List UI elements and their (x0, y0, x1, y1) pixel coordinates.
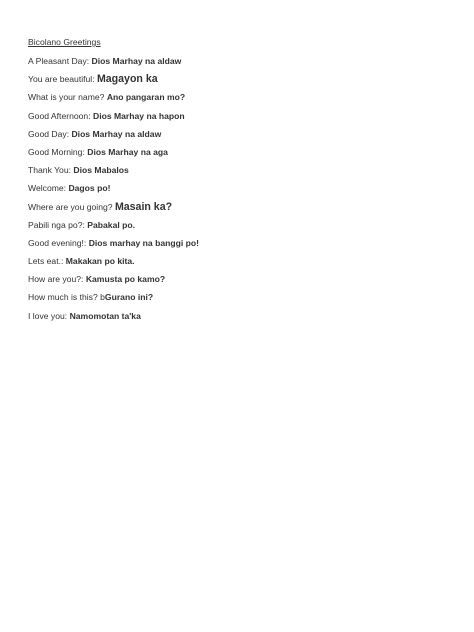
phrase-english: Lets eat.: (28, 256, 66, 267)
phrase-bicolano: Dios Marhay na aldaw (91, 56, 182, 66)
phrase-line (28, 91, 448, 109)
phrase-english: How are you?: (28, 274, 86, 285)
phrase-line (28, 237, 448, 255)
phrase-line (28, 291, 448, 309)
phrase-list (28, 55, 448, 328)
phrase-line (28, 182, 448, 200)
phrase-line (28, 146, 448, 164)
document-title: Bicolano Greetings (28, 37, 101, 47)
phrase-line (28, 164, 448, 182)
phrase-line (28, 310, 448, 328)
phrase-line (28, 201, 448, 219)
phrase-english: A Pleasant Day: (28, 56, 92, 66)
phrase-bicolano: Dios Marhay na aldaw (71, 128, 162, 139)
phrase-english: Good evening!: (28, 237, 89, 248)
phrase-bicolano: Magayon ka (96, 73, 158, 86)
phrase-line (28, 219, 448, 237)
phrase-english: Pabili nga po?: (28, 219, 88, 230)
phrase-english: Welcome: (28, 183, 69, 194)
phrase-english: Good Morning: (28, 146, 88, 157)
phrase-english: How much is this? b (28, 292, 105, 303)
phrase-line (28, 255, 448, 273)
phrase-english: You are beautiful: (28, 74, 97, 85)
phrase-line (28, 73, 448, 91)
phrase-bicolano: Ano pangaran mo? (106, 92, 186, 103)
phrase-bicolano: Gurano ini? (104, 292, 154, 303)
phrase-bicolano: Masain ka? (114, 200, 173, 213)
phrase-english: Good Afternoon: (28, 110, 93, 121)
phrase-bicolano: Namomotan ta'ka (69, 310, 141, 321)
phrase-english: Good Day: (28, 128, 72, 139)
phrase-bicolano: Dios marhay na banggi po! (88, 237, 199, 248)
phrase-english: Where are you going? (28, 201, 115, 212)
phrase-line (28, 273, 448, 291)
phrase-line (28, 55, 448, 73)
phrase-bicolano: Kamusta po kamo? (85, 274, 166, 285)
phrase-english: Thank You: (28, 165, 74, 176)
phrase-line (28, 110, 448, 128)
phrase-bicolano: Dagos po! (68, 183, 111, 194)
phrase-line (28, 128, 448, 146)
phrase-english: I love you: (28, 310, 70, 321)
phrase-bicolano: Dios Marhay na aga (87, 146, 168, 157)
phrase-bicolano: Pabakal po. (87, 219, 136, 230)
phrase-bicolano: Makakan po kita. (65, 256, 135, 267)
phrase-bicolano: Dios Mabalos (73, 165, 129, 176)
phrase-english: What is your name? (28, 92, 107, 103)
document-page (28, 36, 448, 328)
phrase-bicolano: Dios Marhay na hapon (92, 110, 185, 121)
